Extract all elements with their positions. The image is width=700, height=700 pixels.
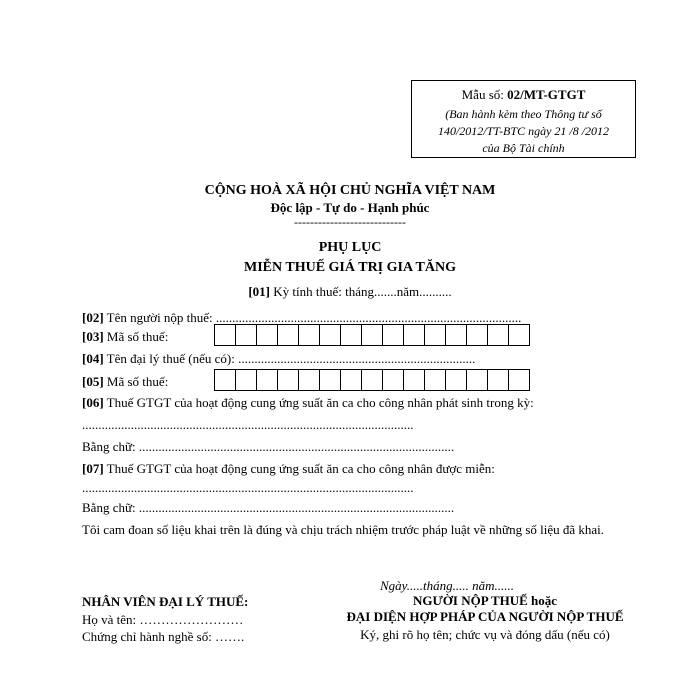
digit-box[interactable] [508,324,530,346]
digit-box[interactable] [214,369,235,391]
digit-box[interactable] [466,369,487,391]
digit-box[interactable] [256,369,277,391]
digit-box[interactable] [214,324,235,346]
agent-name-line: Họ và tên: …………………… [82,612,244,627]
document-title: PHỤ LỤC [318,240,382,255]
taxpayer-tax-code-label: [03] Mã số thuế: [82,329,169,344]
signature-instruction: Ký, ghi rõ họ tên; chức vụ và đóng dấu (nếu có) [360,627,610,642]
vat-arising-in-words: Bằng chữ: ................................................................................................. [82,439,455,454]
digit-box[interactable] [403,324,424,346]
declaration-text: Tôi cam đoan số liệu khai trên là đúng và chịu trách nhiệm trước pháp luật về những số liệu đã khai. [82,522,605,537]
digit-box[interactable] [298,369,319,391]
digit-box[interactable] [256,324,277,346]
agent-certificate-line: Chứng chỉ hành nghề số: ……. [82,629,245,644]
digit-box[interactable] [319,324,340,346]
header-divider: ---------------------------- [294,215,406,229]
digit-box[interactable] [445,369,466,391]
taxpayer-signature-title: NGƯỜI NỘP THUẾ hoặc [412,593,558,608]
digit-box[interactable] [298,324,319,346]
signature-date: Ngày.....tháng..... năm...... [380,578,514,593]
digit-box[interactable] [340,369,361,391]
digit-box[interactable] [487,369,508,391]
vat-exempt-amount-dots: ...................................................................................................... [82,480,414,495]
vat-exempt-field: [07] Thuế GTGT của hoạt động cung ứng suất ăn ca cho công nhân được miễn: [82,461,495,476]
vat-exempt-in-words: Bằng chữ: ................................................................................................. [82,500,455,515]
legal-representative-title: ĐẠI DIỆN HỢP PHÁP CỦA NGƯỜI NỘP THUẾ [346,609,624,624]
form-issuance-note: (Ban hành kèm theo Thông tư số 140/2012/TT-BTC ngày 21 /8 /2012 của Bộ Tài chính [437,107,610,155]
digit-box[interactable] [466,324,487,346]
digit-box[interactable] [361,324,382,346]
digit-box[interactable] [424,324,445,346]
taxpayer-name-field: [02] Tên người nộp thuế: .............................................................................................. [82,310,522,325]
vat-arising-field: [06] Thuế GTGT của hoạt động cung ứng suất ăn ca cho công nhân phát sinh trong kỳ: [82,395,534,410]
digit-box[interactable] [235,369,256,391]
vat-arising-amount-dots: ...................................................................................................... [82,417,414,432]
digit-box[interactable] [361,369,382,391]
document-subtitle: MIỄN THUẾ GIÁ TRỊ GIA TĂNG [244,260,456,275]
digit-box[interactable] [340,324,361,346]
digit-box[interactable] [235,324,256,346]
tax-agent-name-field: [04] Tên đại lý thuế (nếu có): ......................................................................... [82,351,476,366]
motto: Độc lập - Tự do - Hạnh phúc [270,200,430,215]
form-code-box [411,80,636,158]
nation-heading: CỘNG HOÀ XÃ HỘI CHỦ NGHĨA VIỆT NAM [204,183,496,198]
digit-box[interactable] [382,369,403,391]
tax-agent-staff-title: NHÂN VIÊN ĐẠI LÝ THUẾ: [82,594,249,609]
form-code: Mẫu số: 02/MT-GTGT [461,87,586,102]
digit-box[interactable] [277,369,298,391]
digit-box[interactable] [277,324,298,346]
tax-agent-tax-code-boxes[interactable] [214,369,530,391]
digit-box[interactable] [508,369,530,391]
digit-box[interactable] [382,324,403,346]
digit-box[interactable] [424,369,445,391]
digit-box[interactable] [319,369,340,391]
taxpayer-tax-code-boxes[interactable] [214,324,530,346]
tax-agent-tax-code-label: [05] Mã số thuế: [82,374,169,389]
digit-box[interactable] [403,369,424,391]
tax-period: [01] Kỳ tính thuế: tháng.......năm.......... [248,284,452,299]
digit-box[interactable] [487,324,508,346]
digit-box[interactable] [445,324,466,346]
